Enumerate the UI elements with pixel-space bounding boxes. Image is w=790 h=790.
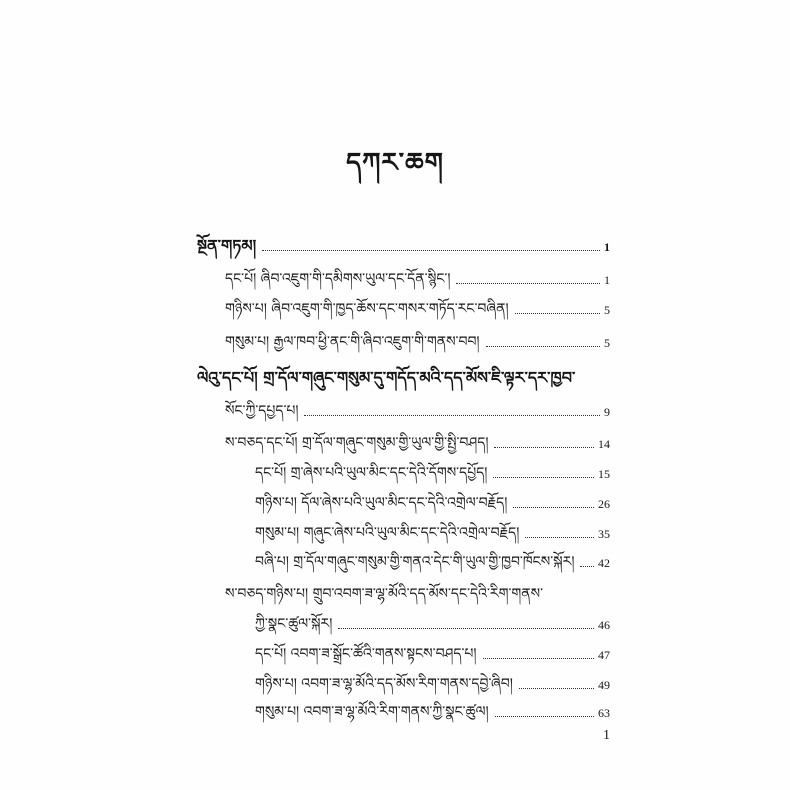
toc-entry-text: གཉིས་པ། འབག་ཟ་ལྷ་མོའི་དད་མོས་རིག་གནས་དབྱེ་ཞིབ། [255,676,513,692]
toc-entry-text: དང་པོ། ཞིབ་འཇུག་གི་དམིགས་ཡུལ་དང་དོན་སྙིང་། [225,271,451,287]
dot-leader [456,282,600,284]
toc-entry-text: ལེའུ་དང་པོ། གྲ་དོལ་གཞུང་གསུམ་དུ་གདོད་མའི་དད་མོས་ཇི་ལྟར་དར་ཁྱབ་ [197,368,576,387]
toc-page-number: 15 [598,467,610,481]
toc-page-number: 47 [598,648,610,662]
toc-title: དཀར་ཆག [346,148,444,178]
dot-leader [494,446,594,448]
dot-leader [525,536,594,538]
dot-leader [486,345,600,347]
toc-page-number: 46 [598,618,610,632]
toc-entry-preface [197,232,610,256]
dot-leader [483,657,594,659]
toc-entry-text: གཉིས་པ། ཞིབ་འཇུག་གི་ཁྱད་ཆོས་དང་གསར་གཏོད་རང་བཞིན། [225,301,509,317]
toc-chapter-heading [197,364,610,388]
toc-section [225,580,610,604]
toc-entry-text: ས་བཅད་གཉིས་པ། གྲུབ་འབག་ཟ་ལྷ་མོའི་དད་མོས་དང་དེའི་རིག་གནས་ [225,586,544,602]
toc-entry-continuation [225,397,610,421]
toc-section [225,429,610,453]
toc-page-number: 1 [604,240,610,254]
toc-page-number: 5 [604,336,610,350]
toc-subsection [255,459,610,483]
toc-page-number: 14 [598,437,610,451]
toc-page-number: 1 [604,273,610,287]
footer-page-number: 1 [603,728,610,743]
toc-page-number: 49 [598,678,610,692]
toc-subsection [255,489,610,513]
toc-page-number: 26 [598,497,610,511]
toc-entry [225,328,610,352]
toc-entry-text: གསུམ་པ། འབག་ཟ་ལྷ་མོའི་རིག་གནས་ཀྱི་སྣང་ཚུལ། [255,704,489,720]
toc-page-number: 42 [598,556,610,570]
toc-subsection [255,670,610,694]
dot-leader [513,506,594,508]
toc-page-number: 35 [598,527,610,541]
toc-entry-text: ས་བཅད་དང་པོ། གྲ་དོལ་གཞུང་གསུམ་གྱི་ཡུལ་གྱི་སྤྱི་བཤད། [225,435,489,451]
toc-subsection [255,698,610,722]
toc-entry-text: དང་པོ། གྲ་ཞེས་པའི་ཡུལ་མིང་དང་དེའི་དོགས་དཔྱོད། [255,465,488,481]
toc-subsection [255,548,610,572]
dot-leader [262,249,600,251]
toc-entry-text: ཀྱི་སྣང་ཚུལ་སྐོར། [255,616,333,632]
toc-entry [225,265,610,289]
toc-entry-text: སྔོན་གཏམ། [197,236,257,255]
toc-entry-text: གསུམ་པ། རྒྱལ་ཁབ་ཕྱི་ནང་གི་ཞིབ་འཇུག་གི་གནས་བབ། [225,334,480,350]
toc-page-number: 9 [604,405,610,419]
toc-entry-text: གསུམ་པ། གཞུང་ཞེས་པའི་ཡུལ་མིང་དང་དེའི་འགྲེལ་བརྗོད། [255,525,520,541]
toc-entry [225,295,610,319]
toc-page-number: 63 [598,706,610,720]
toc-subsection [255,640,610,664]
dot-leader [338,627,594,629]
toc-subsection [255,519,610,543]
dot-leader [493,476,594,478]
toc-entry-continuation [255,610,610,634]
dot-leader [304,414,600,416]
toc-page-number: 5 [604,303,610,317]
toc-entry-text: བཞི་པ། གྲ་དོལ་གཞུང་གསུམ་གྱི་གནའ་དེང་གི་ཡུལ་གྱི་ཁྱབ་ཁོངས་སྐོར། [255,554,575,570]
dot-leader [495,715,594,717]
toc-entry-text: སོང་ཀྱི་དཔྱད་པ། [225,403,299,419]
toc-entry-text: གཉིས་པ། དོལ་ཞེས་པའི་ཡུལ་མིང་དང་དེའི་འགྲེལ་བརྗོད། [255,495,508,511]
dot-leader [580,565,594,567]
dot-leader [515,312,600,314]
dot-leader [519,687,594,689]
toc-entry-text: དང་པོ། འབག་ཟ་སྒྲོང་ཚོའི་གནས་སྟངས་བཤད་པ། [255,646,477,662]
